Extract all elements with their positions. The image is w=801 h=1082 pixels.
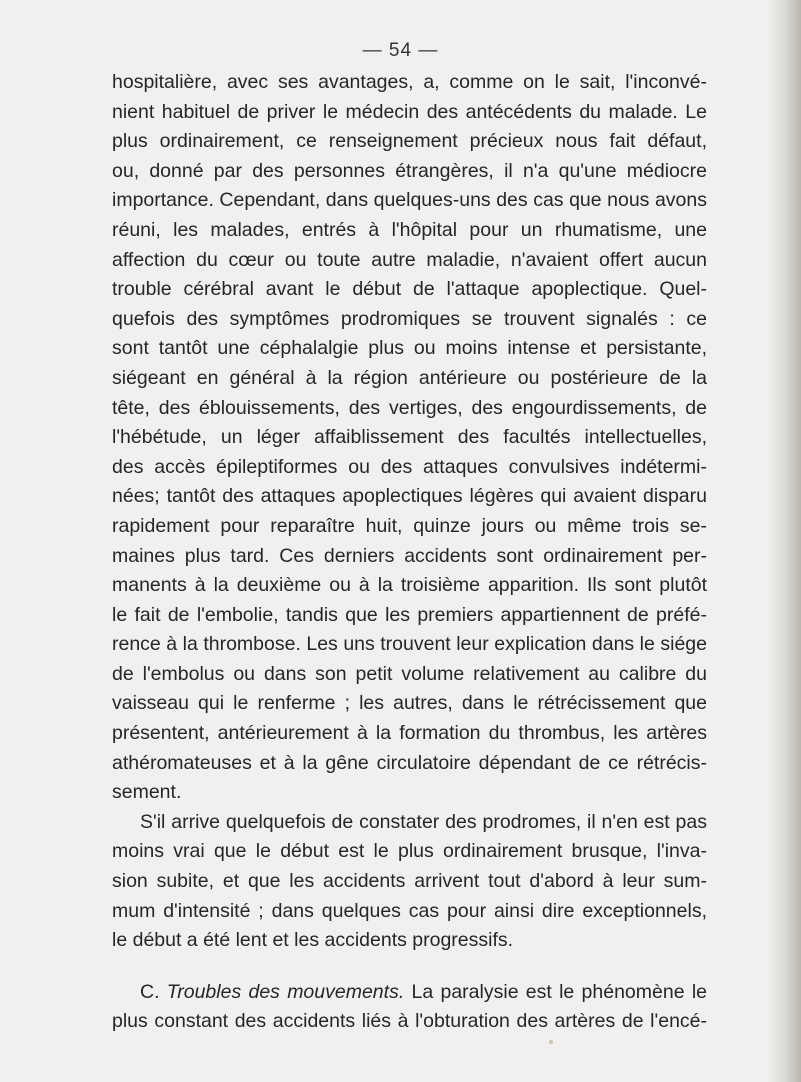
text-line: nient habituel de priver le médecin des antécédents du malade. Le: [112, 100, 707, 123]
text-line: maines plus tard. Ces derniers accidents sont ordinairement per-: [112, 544, 707, 567]
text-line: le début a été lent et les accidents progressifs.: [112, 929, 514, 952]
text-line: sement.: [112, 781, 182, 804]
body-text: [112, 68, 707, 1037]
text-line: quefois des symptômes prodromiques se trouvent signalés : ce: [112, 307, 707, 330]
text-line: nées; tantôt des attaques apoplectiques légères qui avaient disparu: [112, 485, 707, 508]
text-line: vaisseau qui le renferme ; les autres, dans le rétrécissement que: [112, 692, 707, 715]
paragraph-2: [112, 808, 707, 956]
text-line: sion subite, et que les accidents arrivent tout d'abord à leur sum-: [112, 870, 707, 893]
section-c: [112, 978, 707, 1037]
text-line: présentent, antérieurement à la formation du thrombus, les artères: [112, 722, 707, 745]
text-line: des accès épileptiformes ou des attaques convulsives indétermi-: [112, 455, 707, 478]
text-line: le fait de l'embolie, tandis que les premiers appartiennent de préfé-: [112, 603, 707, 626]
section-heading-line: [112, 978, 707, 1008]
text-line: ou, donné par des personnes étrangères, il n'a qu'une médiocre: [112, 159, 707, 182]
text-line: rence à la thrombose. Les uns trouvent leur explication dans le siége: [112, 633, 707, 656]
page-number: — 54 —: [362, 40, 439, 61]
text-line: réuni, les malades, entrés à l'hôpital pour un rhumatisme, une: [112, 218, 707, 241]
text-line: tête, des éblouissements, des vertiges, des engourdissements, de: [112, 396, 707, 419]
text-line: de l'embolus ou dans son petit volume relativement au calibre du: [112, 662, 707, 685]
text-line: manents à la deuxième ou à la troisième apparition. Ils sont plutôt: [112, 574, 707, 597]
text-line: plus ordinairement, ce renseignement précieux nous fait défaut,: [112, 130, 707, 153]
text-line: rapidement pour reparaître huit, quinze jours ou même trois se-: [112, 514, 707, 537]
text-line: importance. Cependant, dans quelques-uns des cas que nous avons: [112, 189, 707, 212]
text-line: athéromateuses et à la gêne circulatoire dépendant de ce rétrécis-: [112, 751, 707, 774]
section-first-line-rest: La paralysie est le phénomène le: [411, 980, 708, 1003]
paper-speck: [549, 1040, 553, 1044]
section-label: C.: [140, 980, 160, 1003]
text-line: mum d'intensité ; dans quelques cas pour ainsi dire exceptionnels,: [112, 899, 707, 922]
text-line: plus constant des accidents liés à l'obturation des artères de l'encé-: [112, 1010, 707, 1033]
paragraph-1: [112, 68, 707, 808]
text-line: l'hébétude, un léger affaiblissement des facultés intellectuelles,: [112, 426, 707, 449]
text-line: siégeant en général à la région antérieure ou postérieure de la: [112, 366, 707, 389]
text-line: S'il arrive quelquefois de constater des prodromes, il n'en est pas: [140, 810, 707, 833]
text-line: sont tantôt une céphalalgie plus ou moins intense et persistante,: [112, 337, 707, 360]
text-line: affection du cœur ou toute autre maladie, n'avaient offert aucun: [112, 248, 707, 271]
page-edge-shadow: [767, 0, 801, 1082]
section-gap: [112, 956, 707, 978]
text-line: trouble cérébral avant le début de l'attaque apoplectique. Quel-: [112, 278, 707, 301]
text-line: hospitalière, avec ses avantages, a, comme on le sait, l'inconvé-: [112, 71, 707, 93]
section-title: Troubles des mouvements.: [166, 980, 405, 1003]
text-line: moins vrai que le début est le plus ordinairement brusque, l'inva-: [112, 840, 707, 863]
